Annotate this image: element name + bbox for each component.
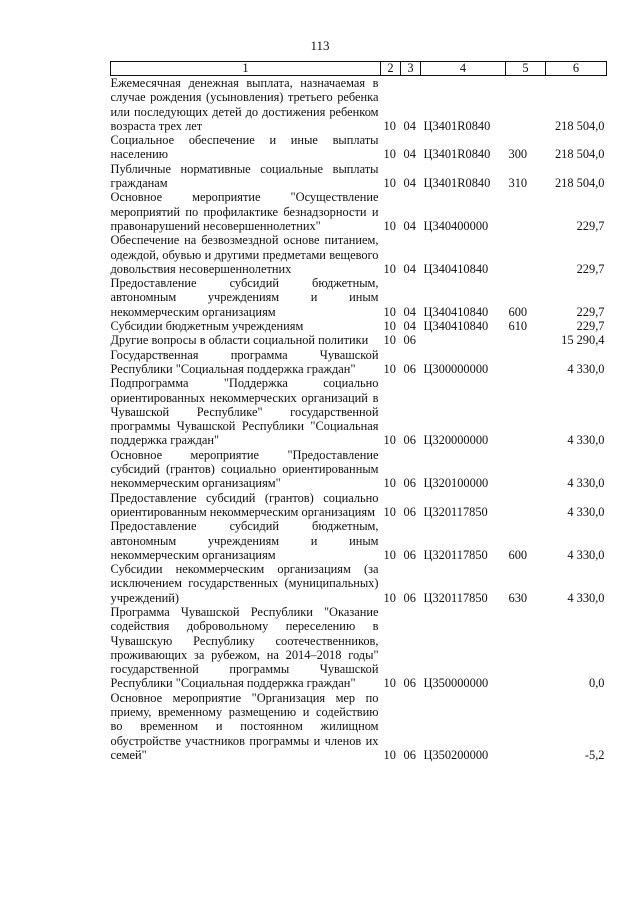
row-target-article: Ц3401R0840 [423,176,491,191]
row-subsection: 04 [403,304,416,319]
row-section: 10 [383,547,396,562]
row-target-article: Ц320100000 [423,476,489,491]
row-expense-type [506,448,546,491]
page-number: 113 [310,38,330,53]
header-col-1: 1 [111,62,381,76]
row-expense-type: 300 [508,147,528,162]
row-subsection: 04 [403,147,416,162]
row-expense-type [506,333,546,347]
row-name: Основное мероприятие "Осуществление мероприятий по профилактике безнадзорности и правонарушений несовершеннолетних" [110,190,379,233]
row-name: Субсидии бюджетным учреждениям [110,319,304,334]
row-name: Программа Чувашской Республики "Оказание содействия добровольному переселению в Чувашскую Республику соотечественников, проживающих за рубежом, на 2014–2018 годы" государственной программы Чувашской Республики "Социальная поддержка граждан" [110,604,379,691]
row-section: 10 [383,476,396,491]
row-name: Субсидии некоммерческим организациям (за исключением государственных (муниципальных) учреждений) [110,562,379,605]
row-subsection: 06 [403,504,416,519]
row-expense-type: 600 [508,304,528,319]
row-subsection: 06 [403,333,416,348]
table-row [111,348,607,377]
row-name: Предоставление субсидий (грантов) социально ориентированным некоммерческим организациям [110,490,379,519]
row-expense-type [506,376,546,447]
row-section: 10 [383,590,396,605]
row-subsection: 06 [403,361,416,376]
table-row [111,491,607,520]
row-target-article: Ц340410840 [423,261,489,276]
table-row [111,133,607,162]
row-expense-type [506,76,546,134]
row-target-article: Ц320117850 [423,547,488,562]
row-expense-type [506,348,546,377]
row-target-article: Ц3401R0840 [423,118,491,133]
row-section: 10 [383,218,396,233]
row-section: 10 [383,319,396,334]
row-section: 10 [383,433,396,448]
row-amount: 218 504,0 [554,118,605,133]
row-subsection: 04 [403,218,416,233]
header-col-3: 3 [401,62,421,76]
row-subsection: 06 [403,476,416,491]
row-name: Публичные нормативные социальные выплаты гражданам [110,161,379,191]
row-amount: 218 504,0 [554,176,605,191]
row-target-article: Ц320117850 [423,590,488,605]
row-expense-type: 630 [508,590,528,605]
row-target-article: Ц320117850 [423,504,488,519]
row-section: 10 [383,304,396,319]
row-amount: 229,7 [576,304,605,319]
row-expense-type [506,605,546,691]
row-expense-type [506,190,546,233]
row-amount: 4 330,0 [567,504,605,519]
row-amount: 229,7 [576,261,605,276]
row-subsection: 04 [403,319,416,334]
row-name: Подпрограмма "Поддержка социально ориентированных некоммерческих организаций в Чувашской Республике" государственной программы Чувашской Республики "Социальная поддержка граждан" [110,376,379,448]
row-section: 10 [383,176,396,191]
row-amount: 229,7 [576,218,605,233]
row-subsection: 06 [403,590,416,605]
row-amount: 0,0 [589,676,605,691]
row-name: Основное мероприятие "Организация мер по приему, временному размещению и содействию во временном и постоянном жилищном обустройстве участников программы и членов их семей" [110,690,379,762]
row-target-article: Ц320000000 [423,433,489,448]
row-subsection: 06 [403,433,416,448]
table-row [111,605,607,691]
table-row [111,562,607,605]
table-row [111,333,607,347]
row-name: Другие вопросы в области социальной политики [110,333,369,348]
header-col-5: 5 [506,62,546,76]
header-col-6: 6 [546,62,607,76]
row-section: 10 [383,147,396,162]
row-expense-type [506,491,546,520]
row-name: Основное мероприятие "Предоставление субсидий (грантов) социально ориентированным некоммерческим организациям" [110,447,379,491]
row-name: Ежемесячная денежная выплата, назначаемая в случае рождения (усыновления) третьего ребенка или последующих детей до достижения ребенком возраста трех лет [110,76,379,133]
row-amount: 4 330,0 [567,433,605,448]
row-subsection: 06 [403,747,416,762]
header-col-4: 4 [421,62,506,76]
budget-table [110,61,607,762]
row-subsection: 06 [403,547,416,562]
row-target-article: Ц340400000 [423,218,489,233]
row-name: Социальное обеспечение и иные выплаты населению [110,133,379,162]
row-amount: 4 330,0 [567,476,605,491]
row-subsection: 06 [403,676,416,691]
row-target-article: Ц300000000 [423,361,489,376]
table-row [111,233,607,276]
row-target-article: Ц340410840 [423,304,489,319]
row-amount: 4 330,0 [567,547,605,562]
row-amount: 4 330,0 [567,361,605,376]
row-amount: 218 504,0 [554,147,605,162]
table-row [111,319,607,333]
row-amount: 4 330,0 [567,590,605,605]
table-row [111,76,607,134]
row-section: 10 [383,747,396,762]
row-section: 10 [383,261,396,276]
row-amount: -5,2 [584,747,605,762]
row-expense-type: 610 [508,319,528,334]
row-expense-type [506,233,546,276]
row-target-article: Ц340410840 [423,319,489,334]
row-subsection: 04 [403,118,416,133]
row-target-article: Ц3401R0840 [423,147,491,162]
row-target-article: Ц350000000 [423,676,489,691]
row-section: 10 [383,504,396,519]
row-name: Государственная программа Чувашской Республики "Социальная поддержка граждан" [110,347,379,376]
header-col-2: 2 [381,62,401,76]
row-section: 10 [383,361,396,376]
table-row [111,190,607,233]
row-expense-type: 600 [508,547,528,562]
row-target-article [421,333,506,347]
table-row [111,691,607,762]
table-header [111,62,607,76]
row-amount: 15 290,4 [561,333,605,348]
row-section: 10 [383,118,396,133]
row-subsection: 04 [403,176,416,191]
row-name: Предоставление субсидий бюджетным, автономным учреждениям и иным некоммерческим организациям [110,519,379,562]
row-section: 10 [383,333,396,348]
row-target-article: Ц350200000 [423,747,489,762]
row-expense-type: 310 [508,176,528,191]
row-amount: 229,7 [576,319,605,334]
row-name: Обеспечение на безвозмездной основе питанием, одеждой, обувью и другими предметами вещевого довольствия несовершеннолетних [110,233,379,276]
row-subsection: 04 [403,261,416,276]
row-expense-type [506,691,546,762]
row-section: 10 [383,676,396,691]
table-row [111,448,607,491]
table-row [111,276,607,319]
table-row [111,519,607,562]
row-name: Предоставление субсидий бюджетным, автономным учреждениям и иным некоммерческим организациям [110,276,379,319]
table-row [111,162,607,191]
table-body [111,76,607,763]
table-row [111,376,607,447]
